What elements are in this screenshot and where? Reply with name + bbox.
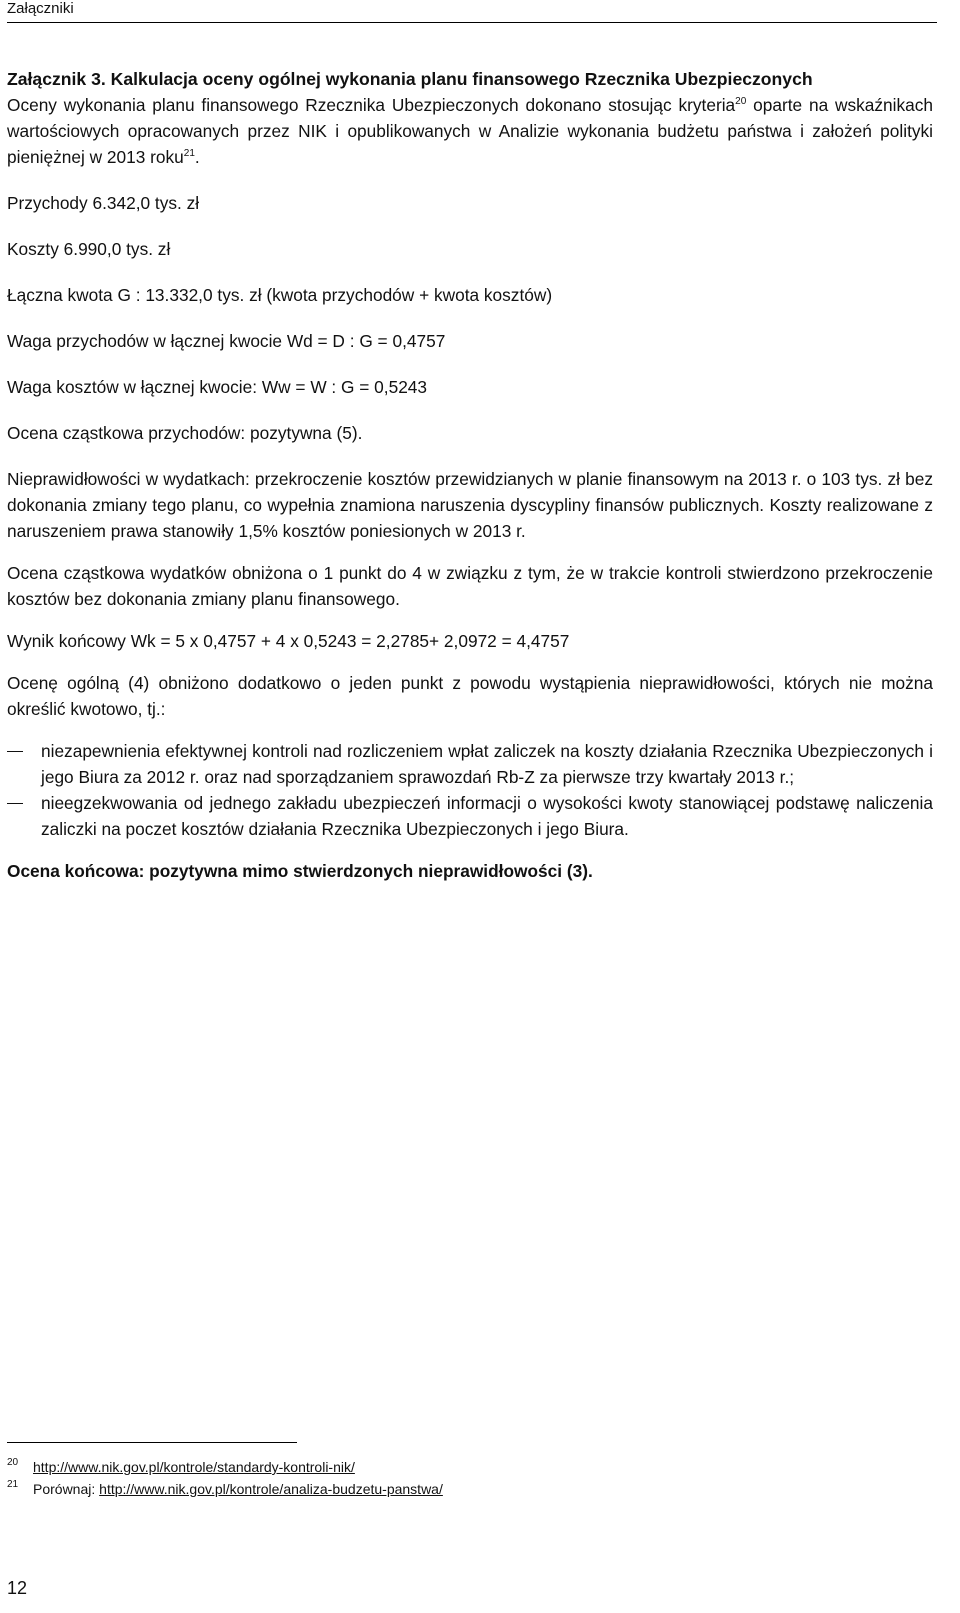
page-number: 12 <box>7 1578 28 1598</box>
bullet-item <box>7 738 933 790</box>
dash-bullet-icon <box>7 738 41 790</box>
revenue-line: Przychody 6.342,0 tys. zł <box>7 193 200 213</box>
footnote-body <box>33 1456 355 1478</box>
intro-paragraph <box>7 92 933 170</box>
footnote-item <box>7 1456 907 1478</box>
total-amount-line: Łączna kwota G : 13.332,0 tys. zł (kwota przychodów + kwota kosztów) <box>7 285 553 305</box>
footnote-ref-20[interactable]: 20 <box>735 96 747 108</box>
footnote-ref-21[interactable]: 21 <box>183 148 195 160</box>
expenditure-score-paragraph: Ocena cząstkowa wydatków obniżona o 1 punkt do 4 w związku z tym, że w trakcie kontroli stwierdzono przekroczenie kosztów bez dokonania zmiany planu finansowego. <box>7 563 933 609</box>
intro-text-3: . <box>194 147 200 167</box>
final-result-line: Wynik końcowy Wk = 5 x 0,4757 + 4 x 0,5243 = 2,2785+ 2,0972 = 4,4757 <box>7 631 570 651</box>
irregularities-paragraph: Nieprawidłowości w wydatkach: przekroczenie kosztów przewidzianych w planie finansowym na 2013 r. o 103 tys. zł bez dokonania zmiany tego planu, co wypełnia znamiona naruszenia dyscypliny finansów publicznych. Koszty realizowane z naruszeniem prawa stanowiły 1,5% kosztów poniesionych w 2013 r. <box>7 469 933 541</box>
intro-text-1: Oceny wykonania planu finansowego Rzecznika Ubezpieczonych dokonano stosując kryteria <box>7 95 736 115</box>
page-content <box>7 66 933 884</box>
bullet-item <box>7 790 933 842</box>
footnote-item <box>7 1478 907 1500</box>
revenue-score-line: Ocena cząstkowa przychodów: pozytywna (5). <box>7 423 363 443</box>
footnote-separator <box>7 1442 297 1443</box>
intro-text-2: oparte na wskaźnikach wartościowych opracowanych przez NIK i opublikowanych w Analizie wykonania budżetu państwa i założeń polityki pieniężnej w 2013 roku <box>7 95 933 167</box>
footnote-link[interactable]: http://www.nik.gov.pl/kontrole/analiza-budzetu-panstwa/ <box>99 1481 443 1497</box>
bullet-text: nieegzekwowania od jednego zakładu ubezpieczeń informacji o wysokości kwoty stanowiącej podstawę naliczenia zaliczki na poczet kosztów działania Rzecznika Ubezpieczonych i jego Biura. <box>41 793 933 839</box>
footnote-link[interactable]: http://www.nik.gov.pl/kontrole/standardy-kontroli-nik/ <box>33 1459 355 1475</box>
cost-weight-line: Waga kosztów w łącznej kwocie: Ww = W : G = 0,5243 <box>7 377 428 397</box>
running-header <box>7 0 937 23</box>
footnote-prefix: Porównaj: <box>33 1481 100 1497</box>
reduction-paragraph: Ocenę ogólną (4) obniżono dodatkowo o jeden punkt z powodu wystąpienia nieprawidłowości, których nie można określić kwotowo, tj.: <box>7 673 933 719</box>
running-header-text: Załączniki <box>7 0 74 17</box>
annex-title: Załącznik 3. Kalkulacja oceny ogólnej wykonania planu finansowego Rzecznika Ubezpieczonych <box>7 69 813 89</box>
costs-line: Koszty 6.990,0 tys. zł <box>7 239 171 259</box>
footnote-number: 20 <box>7 1457 19 1468</box>
revenue-weight-line: Waga przychodów w łącznej kwocie Wd = D : G = 0,4757 <box>7 331 446 351</box>
footnote-number: 21 <box>7 1479 19 1490</box>
bullet-text: niezapewnienia efektywnej kontroli nad rozliczeniem wpłat zaliczek na koszty działania Rzecznika Ubezpieczonych i jego Biura za 2012 r. oraz nad sporządzaniem sprawozdań Rb-Z za pierwsze trzy kwartały 2013 r.; <box>41 741 933 787</box>
footnote-body <box>33 1478 443 1500</box>
dash-bullet-icon <box>7 790 41 842</box>
final-assessment: Ocena końcowa: pozytywna mimo stwierdzonych nieprawidłowości (3). <box>7 861 593 881</box>
footnotes <box>7 1456 907 1500</box>
